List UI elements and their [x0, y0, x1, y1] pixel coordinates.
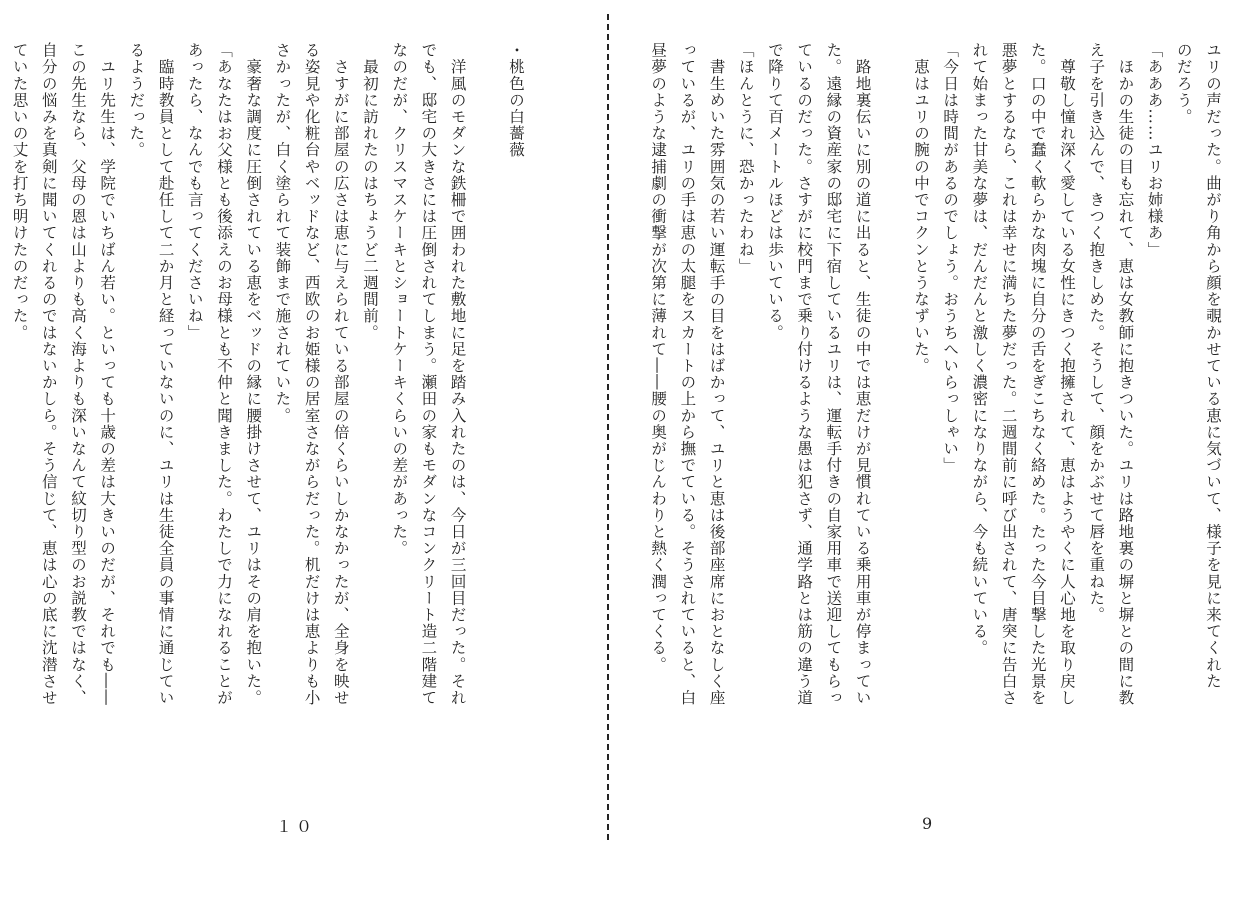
page-divider [607, 14, 609, 840]
text-line: 「ほんとうに、恐かったわね」 [736, 42, 755, 275]
text-line: た。遠縁の資産家の邸宅に下宿しているユリは、運転手付きの自家用車で送迎してもらっ [824, 42, 843, 706]
text-line: ほかの生徒の目も忘れて、恵は女教師に抱きついた。ユリは路地裏の塀と塀との間に教 [1116, 42, 1135, 706]
text-line: た。口の中で蠢く軟らかな肉塊に自分の舌をぎこちなく絡めた。たった今目撃した光景を [1028, 42, 1047, 706]
text-line: れて始まった甘美な夢は、だんだんと激しく濃密になりながら、今も続いている。 [970, 42, 989, 657]
left-page-text [4, 42, 530, 722]
text-line: 書生めいた雰囲気の若い運転手の目をはばかって、ユリと恵は後部座席におとなしく座 [707, 42, 726, 706]
text-line: 豪奢な調度に圧倒されている恵をベッドの縁に腰掛けさせて、ユリはその肩を抱いた。 [244, 42, 263, 706]
text-line: っているが、ユリの手は恵の太腿をスカートの上から撫でている。そうされていると、白 [678, 42, 697, 706]
text-line: あったら、なんでも言ってくださいね」 [185, 42, 204, 341]
text-line: 最初に訪れたのはちょうど二週間前。 [361, 42, 379, 341]
text-line: 路地裏伝いに別の道に出ると、生徒の中では恵だけが見慣れている乗用車が停まってい [853, 42, 872, 706]
text-line: で降りて百メートルほどは歩いている。 [765, 42, 784, 341]
text-line: 「今日は時間があるのでしょう。おうちへいらっしゃい」 [941, 42, 960, 474]
text-line: ているのだった。さすがに校門まで乗り付けるような愚は犯さず、通学路とは筋の違う道 [795, 42, 814, 706]
text-line: 昼夢のような逮捕劇の衝撃が次第に薄れて――腰の奥がじんわりと熱く潤ってくる。 [649, 42, 668, 673]
text-line: ユリ先生は、学院でいちばん若い。といっても十歳の差は大きいのだが、それでも―― [98, 42, 117, 706]
text-line: 「あああ……ユリお姉様あ」 [1145, 42, 1164, 258]
right-page-text [643, 42, 1227, 722]
text-line: 恵はユリの腕の中でコクンとうなずいた。 [911, 42, 930, 374]
blank-line [877, 42, 906, 722]
text-line: でも、邸宅の大きさには圧倒されてしまう。瀬田の家もモダンなコンクリート造二階建て [419, 42, 438, 706]
blank-line [472, 42, 501, 722]
chapter-heading: ・桃色の白薔薇 [507, 42, 525, 159]
page-number-left: １０ [276, 817, 317, 836]
text-line: るようだった。 [127, 42, 146, 159]
text-line: 悪夢とするなら、これは幸せに満ちた夢だった。二週間前に呼び出されて、唐突に告白さ [999, 42, 1018, 706]
text-line: この先生なら、父母の恩は山よりも高く海よりも深いなんて紋切り型のお説教ではなく、 [68, 42, 87, 706]
page-number-right: 9 [922, 814, 937, 833]
text-line: なのだが、クリスマスケーキとショートケーキくらいの差があった。 [390, 42, 409, 557]
text-line: ていた思いの丈を打ち明けたのだった。 [10, 42, 29, 341]
text-line: る姿見や化粧台やベッドなど、西欧のお姫様の居室さながらだった。机だけは恵よりも小 [302, 42, 321, 706]
text-line: さすがに部屋の広さは恵に与えられている部屋の倍くらいしかなかったが、全身を映せ [331, 42, 350, 706]
text-line: 洋風のモダンな鉄柵で囲われた敷地に足を踏み入れたのは、今日が三回目だった。それ [448, 42, 467, 706]
text-line: 「あなたはお父様とも後添えのお母様とも不仲と聞きました。わたしで力になれることが [214, 42, 233, 706]
text-line: 臨時教員として赴任して二か月と経っていないのに、ユリは生徒全員の事情に通じてい [156, 42, 175, 706]
text-line: さかったが、白く塗られて装飾まで施されていた。 [273, 42, 292, 424]
text-line: のだろう。 [1174, 42, 1193, 125]
text-line: 自分の悩みを真剣に聞いてくれるのではないかしら。そう信じて、恵は心の底に沈潜させ [39, 42, 58, 706]
text-line: 尊敬し憧れ深く愛している女性にきつく抱擁されて、恵はようやくに人心地を取り戻し [1057, 42, 1076, 706]
text-line: え子を引き込んで、きつく抱きしめた。そうして、顔をかぶせて唇を重ねた。 [1087, 42, 1106, 623]
text-line: ユリの声だった。曲がり角から顔を覗かせている恵に気づいて、様子を見に来てくれた [1204, 42, 1222, 690]
